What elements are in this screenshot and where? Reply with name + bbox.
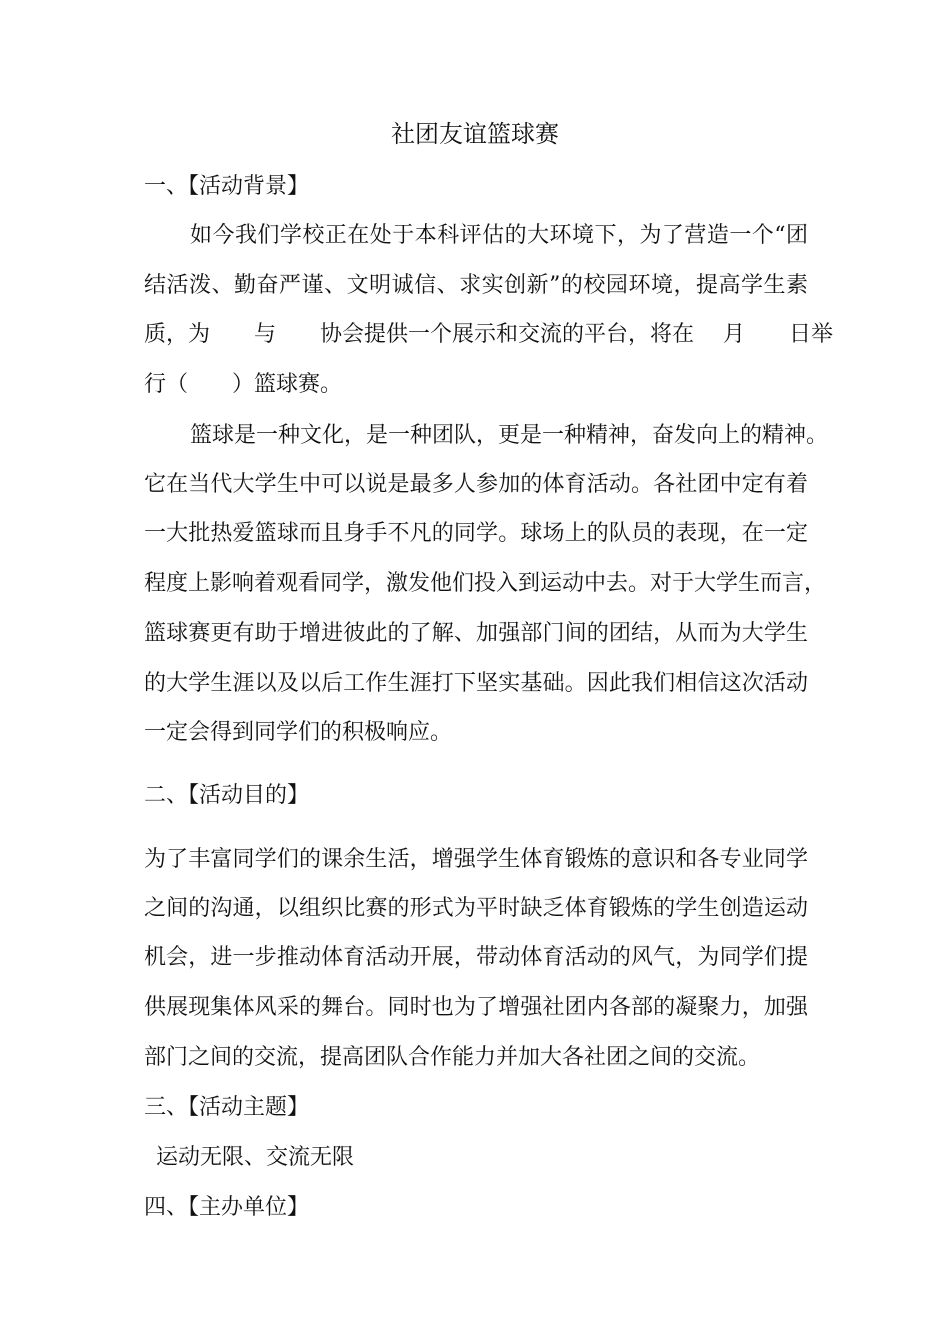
paragraph-line: 程度上影响着观看同学，激发他们投入到运动中去。对于大学生而言， [144,571,827,596]
paragraph-line: 一大批热爱篮球而且身手不凡的同学。球场上的队员的表现，在一定 [144,521,808,546]
section-heading-background: 一、【活动背景】 [144,174,310,199]
section-heading-purpose: 二、【活动目的】 [144,783,310,808]
paragraph-line: 结活泼、勤奋严谨、文明诚信、求实创新”的校园环境，提高学生素 [144,273,808,298]
paragraph-line: 它在当代大学生中可以说是最多人参加的体育活动。各社团中定有着 [144,472,808,497]
paragraph-line: 的大学生涯以及以后工作生涯打下坚实基础。因此我们相信这次活动 [144,671,808,696]
paragraph-line: 之间的沟通，以组织比赛的形式为平时缺乏体育锻炼的学生创造运动 [144,896,808,921]
paragraph-line: 行（ ）篮球赛。 [144,372,343,397]
paragraph-line: 为了丰富同学们的课余生活，增强学生体育锻炼的意识和各专业同学 [144,847,808,872]
section-heading-theme: 三、【活动主题】 [144,1095,310,1120]
section-heading-organizer: 四、【主办单位】 [144,1195,310,1220]
document-title: 社团友谊篮球赛 [391,120,559,148]
paragraph-line: 篮球赛更有助于增进彼此的了解、加强部门间的团结，从而为大学生 [144,621,808,646]
paragraph-line: 质，为 与 协会提供一个展示和交流的平台，将在 月 日举 [144,322,833,347]
paragraph-line: 如今我们学校正在处于本科评估的大环境下，为了营造一个“团 [190,223,808,248]
paragraph-line: 机会，进一步推动体育活动开展，带动体育活动的风气，为同学们提 [144,945,808,970]
paragraph-line: 部门之间的交流，提高团队合作能力并加大各社团之间的交流。 [144,1045,761,1070]
paragraph-line: 一定会得到同学们的积极响应。 [144,720,453,745]
paragraph-line: 篮球是一种文化，是一种团队，更是一种精神，奋发向上的精神。 [190,423,829,448]
theme-text: 运动无限、交流无限 [156,1145,355,1170]
paragraph-line: 供展现集体风采的舞台。同时也为了增强社团内各部的凝聚力，加强 [144,995,808,1020]
